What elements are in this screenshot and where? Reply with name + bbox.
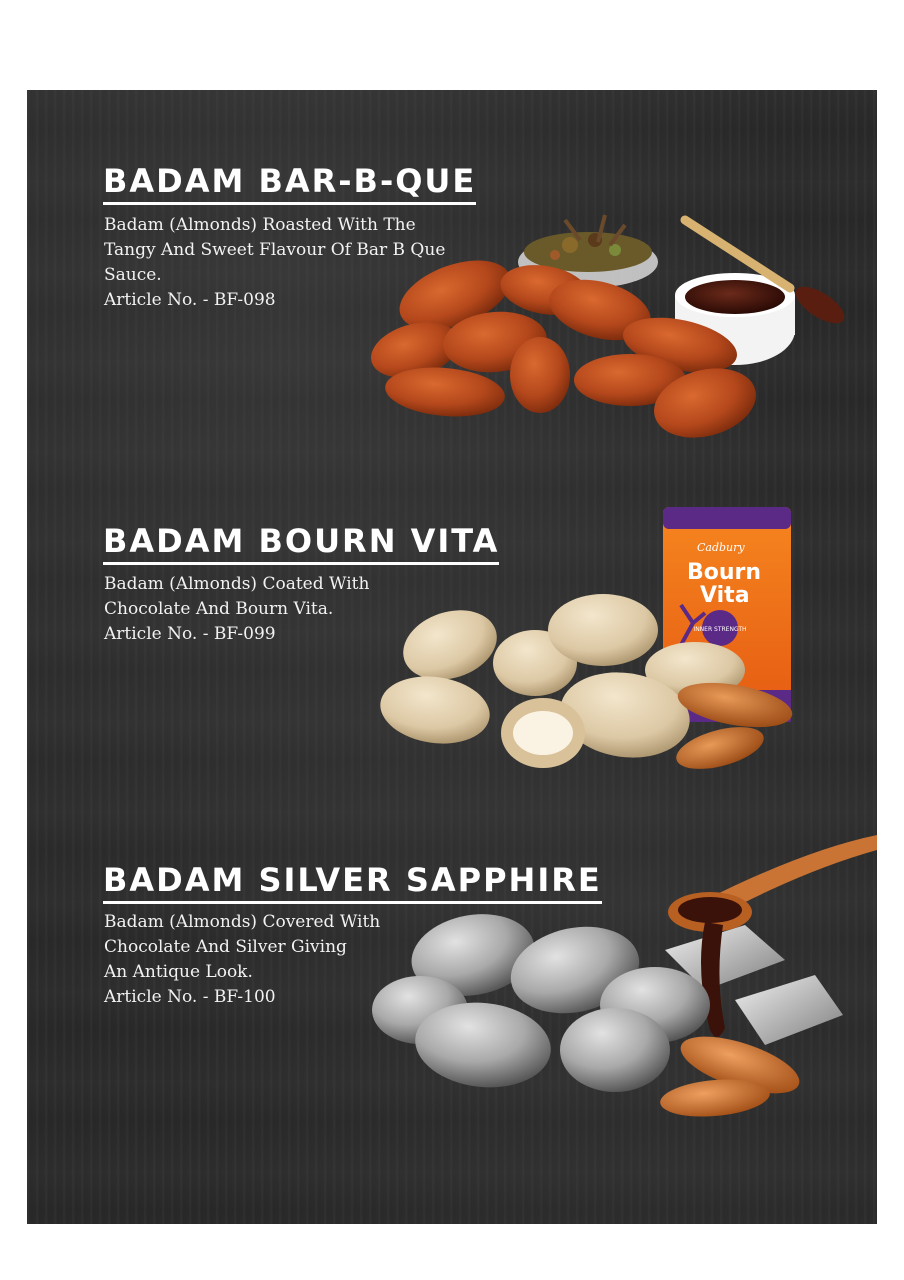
- bbq-almonds-image: [370, 200, 850, 445]
- description-line: Tangy And Sweet Flavour Of Bar B Que: [104, 240, 446, 260]
- pack-badge: INNER STRENGTH: [693, 626, 747, 633]
- product-title-bournvita: BADAM BOURN VITA: [103, 522, 499, 565]
- description-line: An Antique Look.: [104, 962, 253, 982]
- description-line: Sauce.: [104, 265, 162, 285]
- product-title-bbq: BADAM BAR-B-QUE: [103, 162, 476, 205]
- description-line: Badam (Almonds) Roasted With The: [104, 215, 416, 235]
- article-number: Article No. - BF-099: [104, 624, 276, 644]
- pack-name-2: Vita: [700, 583, 750, 608]
- description-line: Badam (Almonds) Covered With: [104, 912, 381, 932]
- description-line: Chocolate And Bourn Vita.: [104, 599, 334, 619]
- pack-name-1: Bourn: [687, 560, 762, 585]
- article-number: Article No. - BF-098: [104, 290, 276, 310]
- description-line: Chocolate And Silver Giving: [104, 937, 347, 957]
- silver-almonds-image: [365, 830, 877, 1125]
- article-number: Article No. - BF-100: [104, 987, 276, 1007]
- pack-brand: Cadbury: [697, 541, 745, 554]
- description-line: Badam (Almonds) Coated With: [104, 574, 370, 594]
- product-title-silver: BADAM SILVER SAPPHIRE: [103, 861, 602, 904]
- bournvita-almonds-image: [375, 505, 805, 780]
